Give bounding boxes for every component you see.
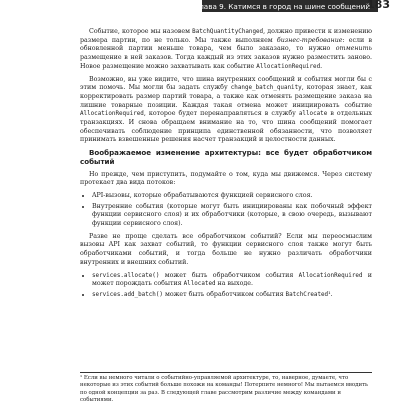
paragraph-2 <box>80 76 372 146</box>
code-inline: services.allocate() <box>92 272 160 279</box>
text-span: Событие, которое мы назовем <box>89 28 193 35</box>
text-span: и может порождать события <box>92 271 372 288</box>
text-span: , которое будет перенаправляться в службу <box>143 110 299 118</box>
text-span: , должно привести к изменению размера партии, по не только. Мы также выполняем <box>80 28 372 44</box>
text-span: в отдельных транзакциях. И снова обращаем внимание на то, что шина сообщений помогает обеспечивать соблюдение принципа единственной обязанности, что позволяет принимать взвешенные решения насчет транзакций и целостности данных. <box>80 110 372 144</box>
text-span: , которая знает, как корректировать размер партий товара, а также как отменять размещение заказа на лишние товарные позиции. Каждая такая отмена может инициировать событие <box>80 84 372 109</box>
text-span: на выходе. <box>215 280 254 288</box>
list-item: • API-вызовы, которые обрабатываются функцией сервисного слоя. <box>92 192 372 201</box>
text-span: Возможно, вы уже видите, что шина внутренних сообщений и события могли бы с этим помочь. Мы могли бы задать службу <box>80 75 372 92</box>
paragraph-1 <box>80 28 372 72</box>
text-span: ¹. <box>328 290 333 298</box>
section-heading: Воображаемое изменение архитектуры: все будет обработчиком событий <box>80 148 372 166</box>
page-number: 183 <box>367 0 390 11</box>
footnote-text: ¹ Если вы немного читали о событийно-управляемой архитектуре, то, наверное, думаете, что некоторые из этих событий больше похожи на команды! Потерпите немного! Мы пытаемся вводить по одной концепции за раз. В следующей главе рассмотрим различие между командами и событиями. <box>80 375 368 403</box>
bullet-list-1 <box>80 192 372 229</box>
code-inline: services.add_batch() <box>92 291 163 298</box>
text-span: может быть обработчиком события <box>162 290 286 298</box>
code-inline: allocate <box>298 111 328 118</box>
list-item <box>92 272 372 289</box>
list-item: • Внутренние события (которые могут быть инициированы как побочный эффект функции сервисного слоя) и их обработчики (которые, в свою очередь, вызывают функции сервисного слоя). <box>92 203 372 229</box>
text-span: . <box>320 62 323 70</box>
code-inline: Allocated <box>183 281 216 288</box>
text-span: может быть обработчиком события <box>159 271 299 279</box>
code-inline: AllocationRequired <box>80 111 144 118</box>
code-inline: BatchQuantityChanged <box>192 29 264 35</box>
page-body <box>80 28 372 304</box>
code-inline: AllocationRequired <box>298 272 363 279</box>
emphasis: бизнес-требование <box>276 36 343 44</box>
code-inline: AllocationRequired <box>256 63 321 70</box>
paragraph-3: Но прежде, чем приступить, подумайте о том, куда мы движемся. Через систему протекает два вида потоков: <box>80 170 372 187</box>
chapter-title: Глава 9. Катимся в город на шине сообщений <box>194 1 370 11</box>
list-item <box>92 291 372 300</box>
emphasis: отменить <box>335 45 372 53</box>
paragraph-4: Разве не проще сделать все обработчиком событий? Если мы переосмыслим вызовы API как захват событий, то функции сервисного слоя также могут быть обработчиками событий, и тогда больше не нужно различать обработчики внутренних и внешних событий. <box>80 232 372 266</box>
footnote <box>80 372 372 404</box>
code-inline: change_batch_quanity <box>230 85 302 92</box>
running-header <box>194 0 420 12</box>
text-span: размещение в ней заказов. Тогда каждый из этих заказов нужно разместить заново. Новое размещение можно захватывать как событие <box>80 54 372 70</box>
text-span: : если в обновленной партии меньше товара, чем было заказано, то нужно <box>80 36 372 53</box>
code-inline: BatchCreated <box>285 291 329 298</box>
bullet-list-2 <box>80 272 372 300</box>
